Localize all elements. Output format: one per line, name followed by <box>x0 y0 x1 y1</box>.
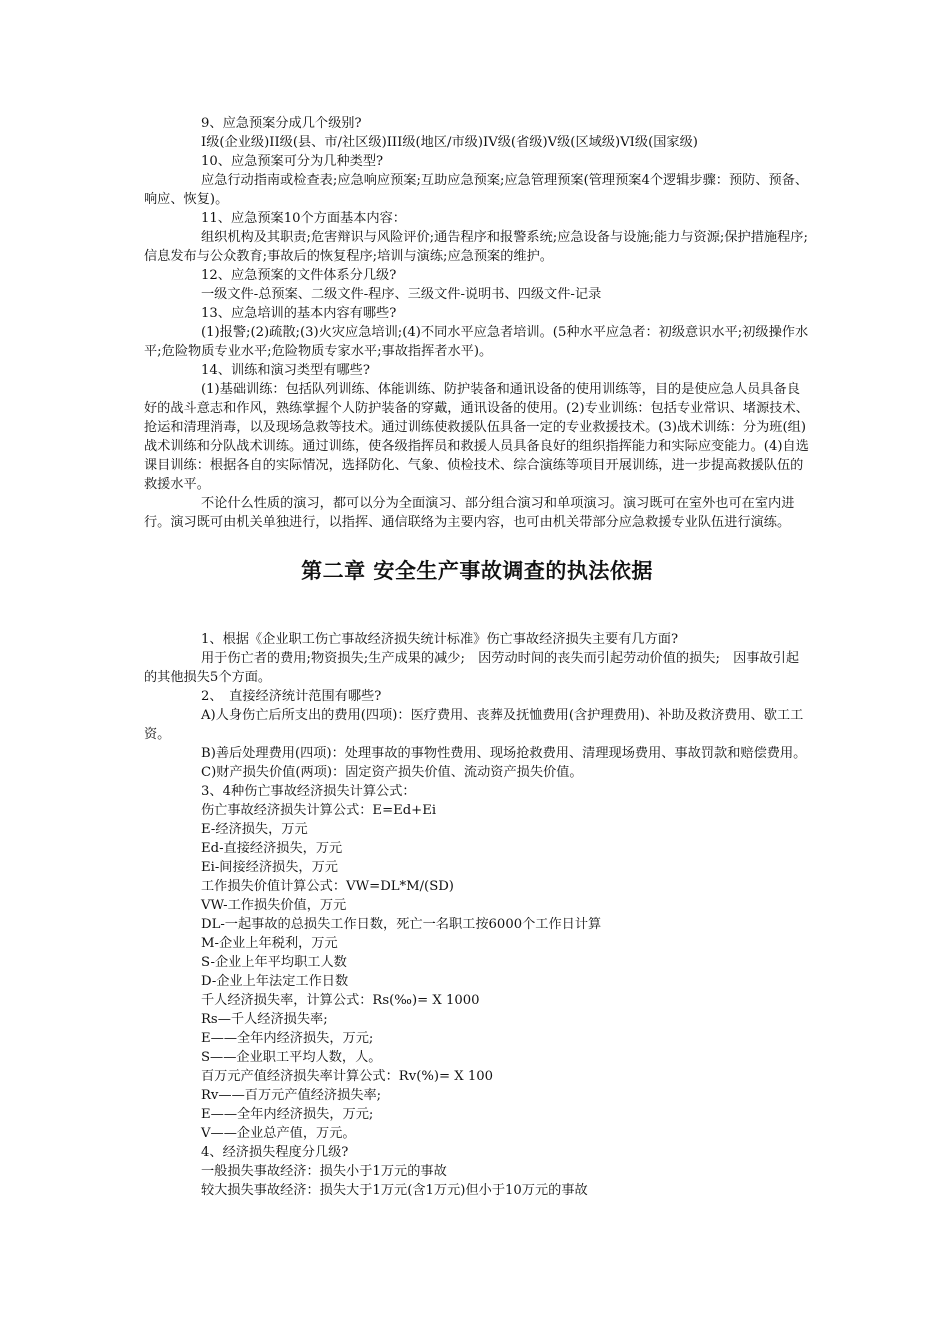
section-accident-loss <box>144 630 810 1200</box>
formula-line: DL-一起事故的总损失工作日数，死亡一名职工按6000个工作日计算 <box>201 917 602 932</box>
page-content <box>144 114 810 1200</box>
question-9: 9、应急预案分成几个级别? <box>201 116 362 131</box>
formula-line: E——全年内经济损失，万元; <box>201 1107 374 1122</box>
answer-9: I级(企业级)II级(县、市/社区级)III级(地区/市级)IV级(省级)V级(区域级)VI级(国家级) <box>201 135 698 150</box>
answer-4-general: 一般损失事故经济：损失小于1万元的事故 <box>201 1164 447 1179</box>
section-emergency-plans <box>144 114 810 532</box>
formula-line: 千人经济损失率，计算公式：Rs(‰)= X 1000 <box>201 993 480 1008</box>
question-2: 2、 直接经济统计范围有哪些? <box>201 689 382 704</box>
formula-line: 工作损失价值计算公式：VW=DL*M/(SD) <box>201 879 454 894</box>
formula-line: S——企业职工平均人数，人。 <box>201 1050 382 1065</box>
question-10: 10、应急预案可分为几种类型? <box>201 154 384 169</box>
formula-line: 百万元产值经济损失率计算公式：Rv(%)= X 100 <box>201 1069 494 1084</box>
formula-line: Rs—千人经济损失率; <box>201 1012 328 1027</box>
answer-10: 应急行动指南或检查表;应急响应预案;互助应急预案;应急管理预案(管理预案4个逻辑步骤：预防、预备、响应、恢复)。 <box>144 173 809 207</box>
formula-line: S-企业上年平均职工人数 <box>201 955 347 970</box>
answer-14-training: (1)基础训练：包括队列训练、体能训练、防护装备和通讯设备的使用训练等，目的是使应急人员具备良好的战斗意志和作风，熟练掌握个人防护装备的穿戴，通讯设备的使用。(2)专业训练：包括专业常识、堵源技术、抢运和清理消毒，以及现场急救等技术。通过训练使救援队伍具备一定的专业救援技术。(3)战术训练：分为班(组)战术训练和分队战术训练。通过训练，使各级指挥员和救援人员具备良好的组织指挥能力和实际应变能力。(4)自选课目训练：根据各自的实际情况，选择防化、气象、侦检技术、综合演练等项目开展训练，进一步提高救援队伍的救援水平。 <box>144 382 809 492</box>
question-11: 11、应急预案10个方面基本内容： <box>201 211 406 226</box>
formula-line: V——企业总产值，万元。 <box>201 1126 356 1141</box>
question-12: 12、应急预案的文件体系分几级? <box>201 268 397 283</box>
answer-1: 用于伤亡者的费用;物资损失;生产成果的减少; 因劳动时间的丧失而引起劳动价值的损失; 因事故引起的其他损失5个方面。 <box>144 651 800 685</box>
formula-line: 伤亡事故经济损失计算公式：E=Ed+Ei <box>201 803 437 818</box>
formula-line: E-经济损失，万元 <box>201 822 308 837</box>
formula-line: VW-工作损失价值，万元 <box>201 898 347 913</box>
question-1: 1、根据《企业职工伤亡事故经济损失统计标准》伤亡事故经济损失主要有几方面? <box>201 632 679 647</box>
answer-2c: C)财产损失价值(两项)：固定资产损失价值、流动资产损失价值。 <box>201 765 583 780</box>
question-14: 14、训练和演习类型有哪些? <box>201 363 370 378</box>
answer-2a: A)人身伤亡后所支出的费用(四项)：医疗费用、丧葬及抚恤费用(含护理费用)、补助及救济费用、歇工工资。 <box>144 708 804 742</box>
formula-line: Ed-直接经济损失，万元 <box>201 841 343 856</box>
answer-4-major: 较大损失事故经济：损失大于1万元(含1万元)但小于10万元的事故 <box>201 1183 588 1198</box>
formula-line: D-企业上年法定工作日数 <box>201 974 349 989</box>
question-3: 3、4种伤亡事故经济损失计算公式： <box>201 784 416 799</box>
formula-line: M-企业上年税利，万元 <box>201 936 338 951</box>
question-13: 13、应急培训的基本内容有哪些? <box>201 306 397 321</box>
answer-12: 一级文件-总预案、二级文件-程序、三级文件-说明书、四级文件-记录 <box>201 287 602 302</box>
chapter-title: 第二章 安全生产事故调查的执法依据 <box>301 558 653 583</box>
answer-13: (1)报警;(2)疏散;(3)火灾应急培训;(4)不同水平应急者培训。(5种水平应急者：初级意识水平;初级操作水平;危险物质专业水平;危险物质专家水平;事故指挥者水平)。 <box>144 325 809 359</box>
formula-line: E——全年内经济损失，万元; <box>201 1031 374 1046</box>
answer-14-drills: 不论什么性质的演习，都可以分为全面演习、部分组合演习和单项演习。演习既可在室外也可在室内进行。演习既可由机关单独进行，以指挥、通信联络为主要内容，也可由机关带部分应急救援专业队伍进行演练。 <box>144 496 795 530</box>
answer-2b: B)善后处理费用(四项)：处理事故的事物性费用、现场抢救费用、清理现场费用、事故罚款和赔偿费用。 <box>201 746 807 761</box>
formula-line: Ei-间接经济损失，万元 <box>201 860 338 875</box>
answer-11: 组织机构及其职责;危害辩识与风险评价;通告程序和报警系统;应急设备与设施;能力与资源;保护措施程序;信息发布与公众教育;事故后的恢复程序;培训与演练;应急预案的维护。 <box>144 230 808 264</box>
formula-line: Rv——百万元产值经济损失率; <box>201 1088 382 1103</box>
question-4: 4、经济损失程度分几级? <box>201 1145 349 1160</box>
